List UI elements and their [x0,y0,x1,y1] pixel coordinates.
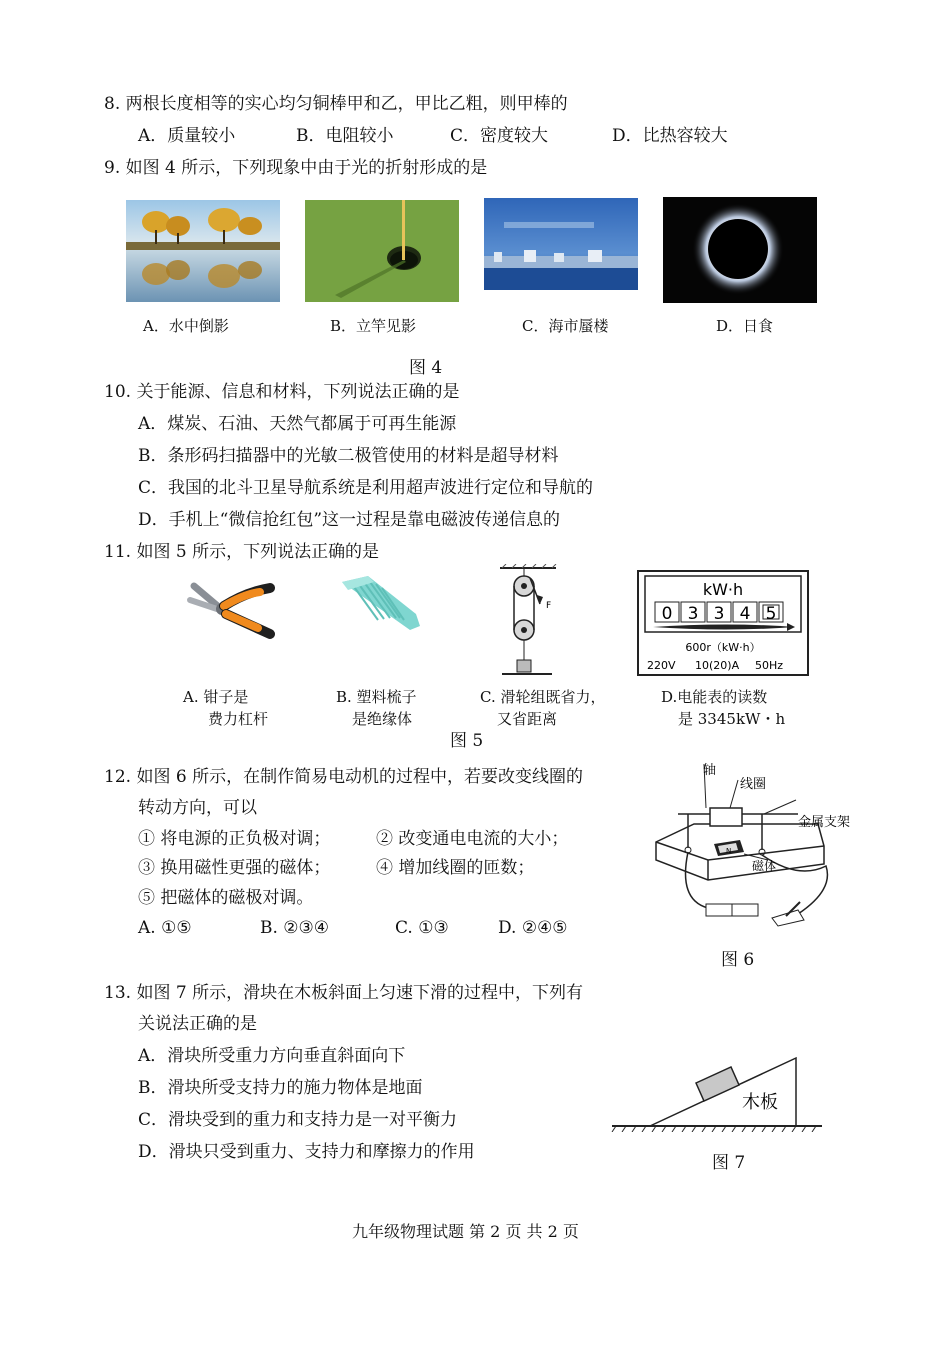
meter-voltage: 220V [647,659,676,672]
q8-option-b: B．电阻较小 [296,126,394,146]
board-label: 木板 [742,1092,778,1113]
shaft-label: 轴 [703,763,717,778]
meter-digit: 3 [687,604,699,624]
mirage-photo [484,198,638,290]
meter-unit: kW·h [702,580,744,599]
bracket-label: 金属支架 [798,815,851,830]
q12-option-b: B. ②③④ [260,918,330,938]
force-label: F [546,601,552,611]
pliers-icon [184,578,276,644]
coil-label: 线圈 [740,777,767,792]
meter-digit: 0 [661,604,673,624]
meter-digit: 4 [739,604,751,624]
q10-option-b: B．条形码扫描器中的光敏二极管使用的材料是超导材料 [138,446,559,466]
q13-stem-line1: 13. 如图 7 所示，滑块在木板斜面上匀速下滑的过程中，下列有 [104,983,584,1003]
q12-option-d: D. ②④⑤ [498,918,568,938]
q11-caption-a-line1: A. 钳子是 [183,688,249,706]
q8-option-d: D．比热容较大 [612,126,728,146]
page-footer: 九年级物理试题 第 2 页 共 2 页 [352,1222,579,1241]
electric-meter-diagram [637,570,809,676]
q13-option-a: A．滑块所受重力方向垂直斜面向下 [138,1046,406,1066]
q11-caption-b-line2: 是绝缘体 [352,710,413,728]
q12-item-1: ① 将电源的正负极对调； [138,829,331,849]
q13-stem-line2: 关说法正确的是 [138,1014,257,1034]
magnet-label: 磁体 [752,859,777,873]
q12-item-5: ⑤ 把磁体的磁极对调。 [138,888,314,908]
q10-stem: 10. 关于能源、信息和材料，下列说法正确的是 [104,382,460,402]
q9-caption-b: B．立竿见影 [330,317,417,335]
q9-stem: 9. 如图 4 所示，下列现象中由于光的折射形成的是 [104,158,488,178]
q11-caption-a-line2: 费力杠杆 [208,710,269,728]
q13-option-d: D．滑块只受到重力、支持力和摩擦力的作用 [138,1142,475,1162]
meter-revolutions: 600r（kW·h） [685,641,761,654]
q9-caption-c: C．海市蜃楼 [522,317,609,335]
figure-4-label: 图 4 [409,358,443,378]
q9-caption-d: D．日食 [716,317,774,335]
meter-digit: 3 [713,604,725,624]
q11-caption-c-line1: C. 滑轮组既省力， [480,688,606,706]
q10-option-a: A．煤炭、石油、天然气都属于可再生能源 [138,414,457,434]
inclined-plane-diagram [610,1052,826,1132]
q11-caption-d-line2: 是 3345kW・h [678,710,786,728]
figure-5-label: 图 5 [450,731,484,751]
q12-stem-line2: 转动方向，可以 [138,798,257,818]
q10-option-c: C．我国的北斗卫星导航系统是利用超声波进行定位和导航的 [138,478,594,498]
q11-stem: 11. 如图 5 所示，下列说法正确的是 [104,542,380,562]
q8-option-a: A．质量较小 [138,126,236,146]
q10-option-d: D．手机上“微信抢红包”这一过程是靠电磁波传递信息的 [138,510,561,530]
meter-digit: 5 [765,604,777,624]
q12-stem-line1: 12. 如图 6 所示，在制作简易电动机的过程中，若要改变线圈的 [104,767,584,787]
meter-frequency: 50Hz [755,659,784,672]
q12-option-a: A. ①⑤ [138,918,192,938]
q11-caption-b-line1: B. 塑料梳子 [336,688,417,706]
q11-caption-d-line1: D.电能表的读数 [661,688,768,706]
plastic-comb-icon [338,574,424,638]
figure-7-label: 图 7 [712,1153,746,1173]
magnet-pole-label: N [726,847,732,855]
q9-caption-a: A．水中倒影 [143,317,229,335]
pulley-block-diagram [496,564,566,680]
q13-option-b: B．滑块所受支持力的施力物体是地面 [138,1078,423,1098]
simple-motor-diagram [648,760,862,932]
q12-item-3: ③ 换用磁性更强的磁体； [138,858,331,878]
flagpole-shadow-photo [305,200,459,302]
reflection-photo [126,200,280,302]
solar-eclipse-photo [663,197,817,303]
q13-option-c: C．滑块受到的重力和支持力是一对平衡力 [138,1110,458,1130]
q12-item-4: ④ 增加线圈的匝数； [376,858,535,878]
figure-6-label: 图 6 [721,950,755,970]
q12-item-2: ② 改变通电电流的大小； [376,829,569,849]
q8-stem: 8. 两根长度相等的实心均匀铜棒甲和乙，甲比乙粗，则甲棒的 [104,94,568,114]
q8-option-c: C．密度较大 [450,126,549,146]
q11-caption-c-line2: 又省距离 [497,710,558,728]
meter-current: 10(20)A [695,659,740,672]
q12-option-c: C. ①③ [395,918,449,938]
